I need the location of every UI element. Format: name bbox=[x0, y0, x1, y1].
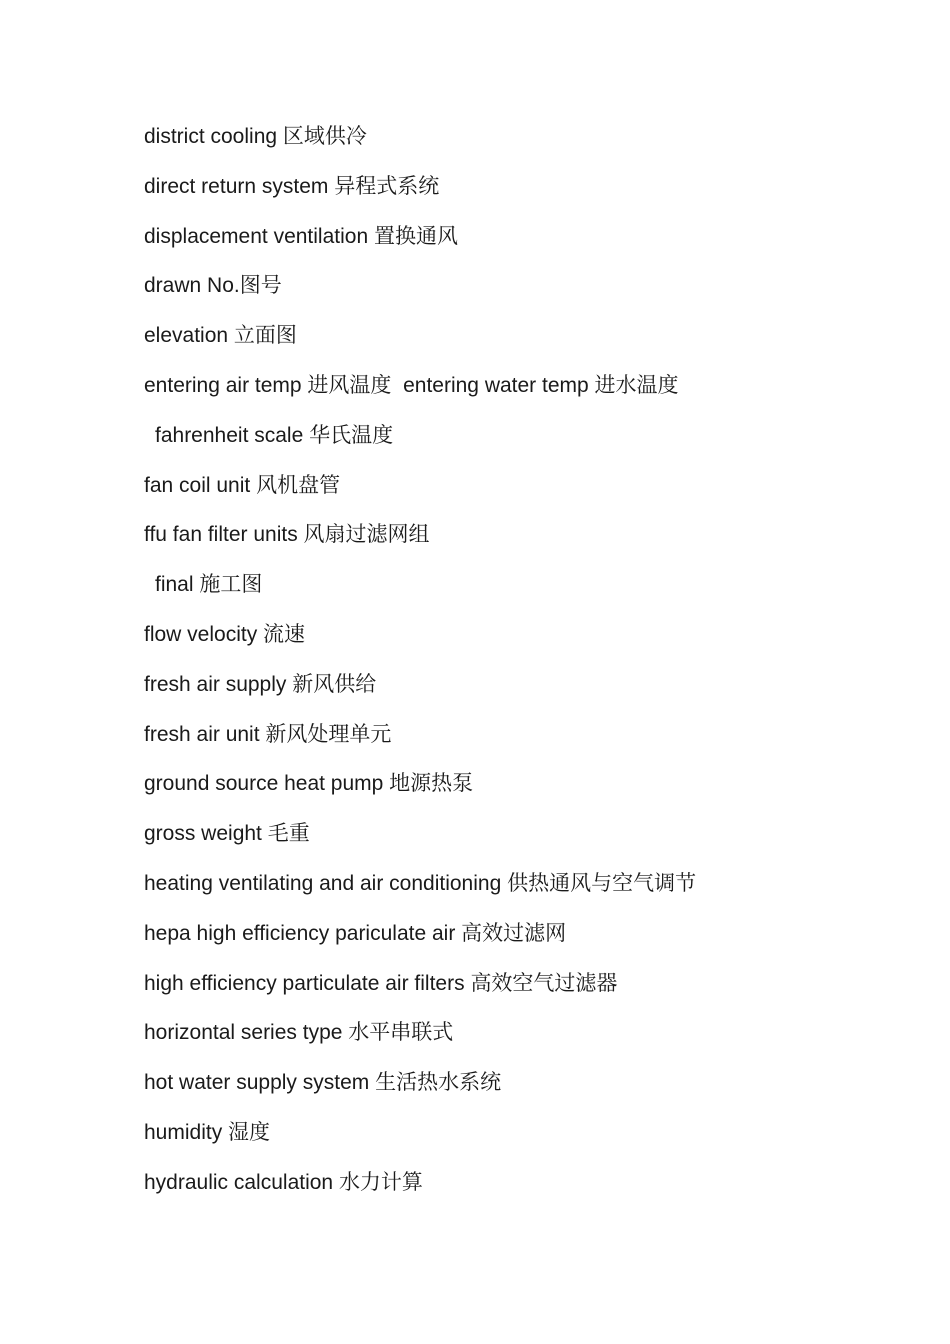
glossary-entry bbox=[144, 616, 696, 666]
glossary-entry bbox=[144, 1014, 696, 1064]
term-english: hepa high efficiency pariculate air bbox=[144, 921, 462, 945]
term-chinese: 新风供给 bbox=[292, 671, 377, 696]
glossary-entry bbox=[144, 815, 696, 865]
term-english: final bbox=[155, 573, 200, 597]
glossary-entry bbox=[144, 218, 696, 268]
term-chinese: 风机盘管 bbox=[256, 472, 341, 497]
term-english: fresh air supply bbox=[144, 672, 293, 696]
glossary-entry bbox=[144, 367, 696, 417]
term-english: ffu fan filter units bbox=[144, 523, 304, 547]
term-english: fresh air unit bbox=[144, 722, 266, 746]
glossary-entry bbox=[144, 915, 696, 965]
glossary-entry bbox=[144, 1114, 696, 1164]
term-english: fan coil unit bbox=[144, 473, 257, 497]
glossary-entry bbox=[144, 765, 696, 815]
term-english: horizontal series type bbox=[144, 1021, 349, 1045]
term-english-secondary: entering water temp bbox=[391, 373, 595, 397]
glossary-entry bbox=[144, 267, 696, 317]
term-chinese: 风扇过滤网组 bbox=[303, 522, 430, 547]
term-chinese: 图号 bbox=[239, 273, 282, 298]
term-chinese: 生活热水系统 bbox=[375, 1070, 502, 1095]
term-chinese: 施工图 bbox=[199, 572, 263, 597]
term-english: gross weight bbox=[144, 822, 268, 846]
term-chinese: 区域供冷 bbox=[282, 124, 367, 148]
term-chinese: 流速 bbox=[263, 621, 306, 646]
term-chinese: 新风处理单元 bbox=[265, 721, 392, 746]
glossary-entry bbox=[144, 716, 696, 766]
glossary-entry bbox=[144, 666, 696, 716]
term-english: flow velocity bbox=[144, 622, 264, 646]
term-english: entering air temp bbox=[144, 373, 308, 397]
glossary-entry bbox=[144, 417, 696, 467]
term-chinese: 高效过滤网 bbox=[461, 920, 567, 945]
term-chinese: 水平串联式 bbox=[348, 1020, 454, 1045]
term-english: heating ventilating and air conditioning bbox=[144, 871, 508, 895]
term-chinese: 立面图 bbox=[233, 323, 297, 348]
glossary-list bbox=[144, 118, 696, 1214]
glossary-entry bbox=[144, 965, 696, 1015]
term-english: fahrenheit scale bbox=[155, 423, 310, 447]
term-chinese: 供热通风与空气调节 bbox=[507, 870, 697, 895]
term-english: drawn No. bbox=[144, 274, 240, 298]
term-english: elevation bbox=[144, 324, 234, 348]
term-chinese: 湿度 bbox=[228, 1119, 271, 1144]
glossary-entry bbox=[144, 566, 696, 616]
term-chinese: 毛重 bbox=[267, 821, 310, 846]
term-english: hot water supply system bbox=[144, 1071, 376, 1095]
term-chinese: 进风温度 bbox=[307, 372, 392, 397]
term-english: humidity bbox=[144, 1120, 229, 1144]
term-english: displacement ventilation bbox=[144, 224, 374, 248]
term-english: ground source heat pump bbox=[144, 772, 390, 796]
glossary-entry bbox=[144, 168, 696, 218]
glossary-entry bbox=[144, 865, 696, 915]
term-chinese: 高效空气过滤器 bbox=[470, 970, 618, 995]
glossary-entry bbox=[144, 118, 696, 168]
glossary-entry bbox=[144, 467, 696, 517]
term-chinese: 置换通风 bbox=[373, 223, 458, 248]
term-english: district cooling bbox=[144, 125, 283, 148]
term-chinese: 异程式系统 bbox=[334, 173, 440, 198]
term-chinese: 地源热泵 bbox=[389, 771, 474, 796]
glossary-entry bbox=[144, 317, 696, 367]
glossary-entry bbox=[144, 1164, 696, 1214]
term-chinese: 水力计算 bbox=[338, 1169, 423, 1194]
glossary-entry bbox=[144, 516, 696, 566]
glossary-entry bbox=[144, 1064, 696, 1114]
term-chinese-secondary: 进水温度 bbox=[594, 372, 679, 397]
term-english: direct return system bbox=[144, 174, 335, 198]
term-english: high efficiency particulate air filters bbox=[144, 971, 471, 995]
term-chinese: 华氏温度 bbox=[309, 422, 394, 447]
term-english: hydraulic calculation bbox=[144, 1170, 339, 1194]
